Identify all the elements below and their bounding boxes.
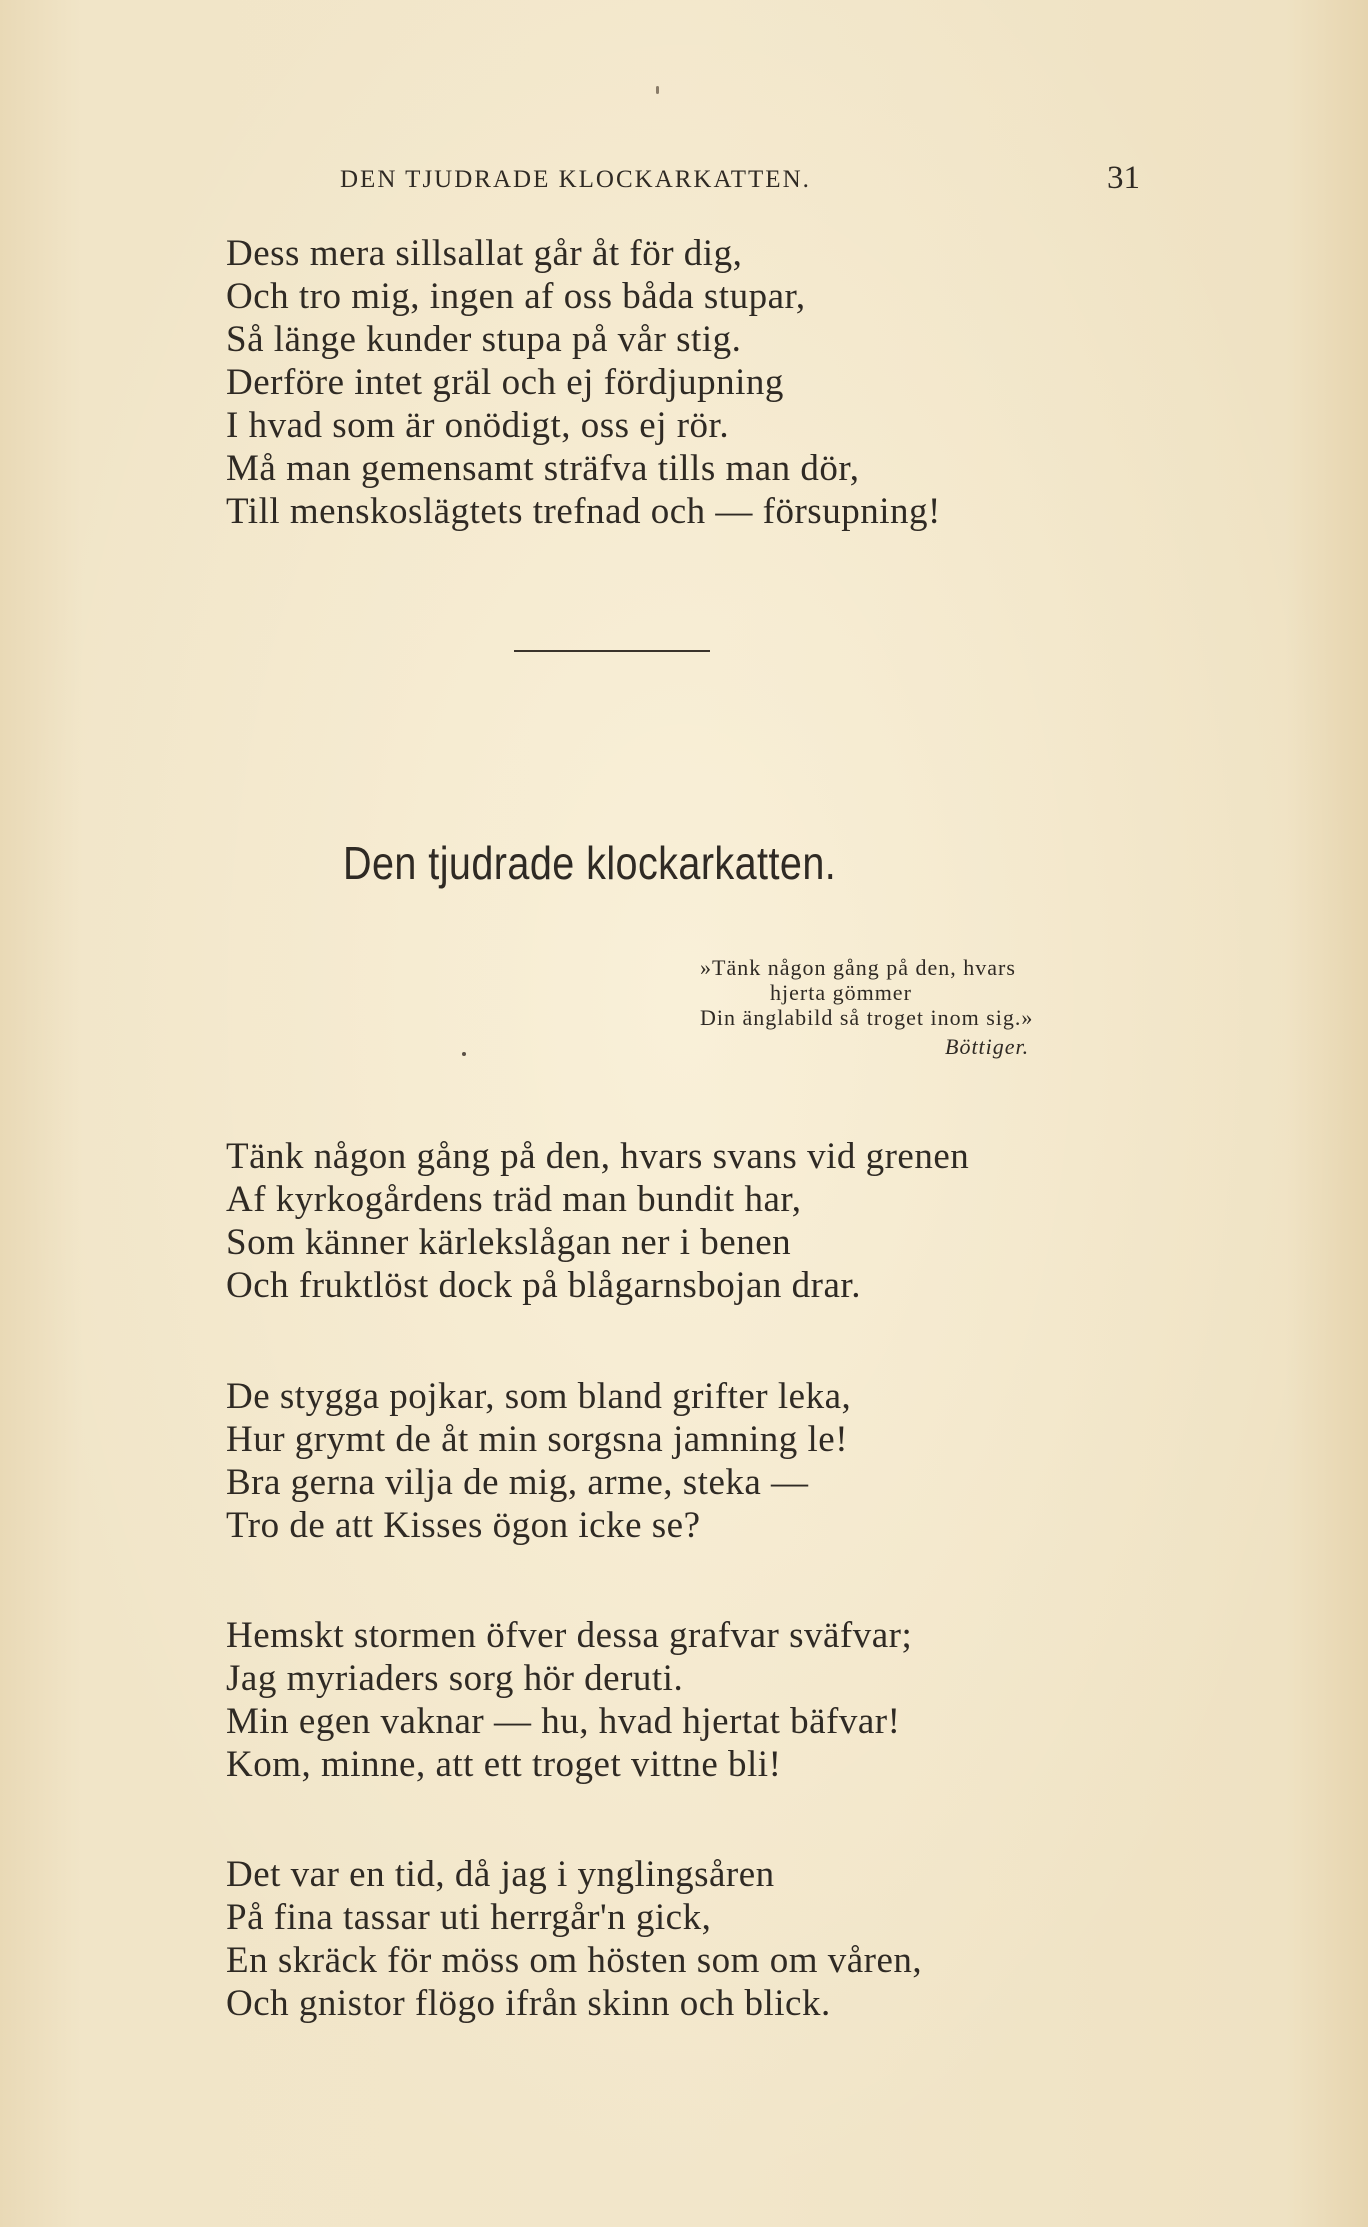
verse-line: Tro de att Kisses ögon icke se? [226,1505,701,1546]
verse-line: De stygga pojkar, som bland grifter leka, [226,1376,852,1417]
verse-line: I hvad som är onödigt, oss ej rör. [226,405,730,446]
verse-line: Af kyrkogårdens träd man bundit har, [226,1179,802,1220]
page-number: 31 [1107,160,1140,196]
page-header [340,160,1140,206]
opening-stanza [226,232,941,533]
stanza-1 [226,1135,969,1307]
epigraph-line: »Tänk någon gång på den, hvars [700,955,1016,980]
verse-line: Som känner kärlekslågan ner i benen [226,1222,792,1263]
stanza-3 [226,1614,912,1786]
verse-line: Så länge kunder stupa på vår stig. [226,319,742,360]
verse-line: Jag myriaders sorg hör deruti. [226,1658,684,1699]
verse-line: En skräck för möss om hösten som om våren, [226,1940,923,1981]
epigraph-line: Din änglabild så troget inom sig.» [700,1005,1034,1030]
verse-line: Och gnistor flögo ifrån skinn och blick. [226,1983,831,2024]
verse-line: Tänk någon gång på den, hvars svans vid grenen [226,1136,970,1177]
verse-line: Och fruktlöst dock på blågarnsbojan drar. [226,1265,861,1306]
verse-line: Min egen vaknar — hu, hvad hjertat bäfvar! [226,1701,901,1742]
verse-line: Kom, minne, att ett troget vittne bli! [226,1744,782,1785]
verse-line: Och tro mig, ingen af oss båda stupar, [226,276,806,317]
verse-line: Derföre intet gräl och ej fördjupning [226,362,784,403]
paper-speck [462,1052,466,1056]
section-divider [514,650,710,652]
verse-line: Hur grymt de åt min sorgsna jamning le! [226,1419,849,1460]
verse-line: Det var en tid, då jag i ynglingsåren [226,1854,775,1895]
verse-line: På fina tassar uti herrgår'n gick, [226,1897,712,1938]
paper-speck [656,86,659,94]
running-title: DEN TJUDRADE KLOCKARKATTEN. [340,166,811,193]
verse-line: Dess mera sillsallat går åt för dig, [226,233,743,274]
epigraph-attribution: Böttiger. [945,1034,1030,1059]
epigraph-line: hjerta gömmer [770,980,912,1005]
stanza-2 [226,1375,851,1547]
verse-line: Hemskt stormen öfver dessa grafvar sväfvar; [226,1615,913,1656]
epigraph [700,955,1033,1059]
poem-title: Den tjudrade klockarkatten. [343,837,837,889]
verse-line: Må man gemensamt sträfva tills man dör, [226,448,860,489]
stanza-4 [226,1853,922,2025]
verse-line: Bra gerna vilja de mig, arme, steka — [226,1462,809,1503]
verse-line: Till menskoslägtets trefnad och — försupning! [226,491,941,532]
